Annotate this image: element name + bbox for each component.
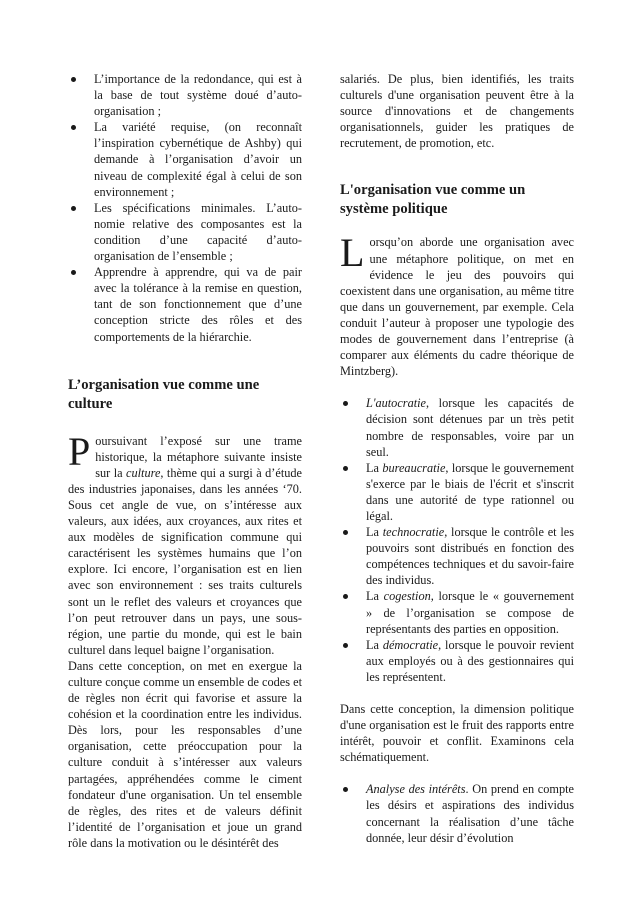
bullet-icon [71, 206, 76, 211]
list-item: La démocratie, lorsque le pouvoir revient aux employés ou à des gestionnaires qui les représentent. [340, 637, 574, 685]
left-column [68, 71, 302, 851]
list-item: Apprendre à apprendre, qui va de pair avec la tolérance à la remise en question, tant de son fonctionnement que d’une conception stricte des rôles et des comportements de la hiérarchie. [68, 264, 302, 344]
list-item: Les spécifications minimales. L’auto-nomie relative des composantes est la condition d’une capacité d’auto-organisation de l’ensemble ; [68, 200, 302, 264]
politics-intro [340, 230, 574, 379]
drop-cap: P [68, 428, 91, 474]
bullet-icon [343, 401, 348, 406]
bullet-icon [343, 787, 348, 792]
culture-paragraph-continued: salariés. De plus, bien identifiés, les traits culturels d'une organisation peuvent être à la source d'innovations et de changements organisationnels, guider les pratiques de recrutement, de promotion, etc. [340, 72, 574, 151]
list-item: La cogestion, lorsque le « gouvernement » de l’organisation se compose de représentants des parties en opposition. [340, 588, 574, 636]
right-column [340, 71, 574, 846]
politics-paragraph-2: Dans cette conception, la dimension politique d'une organisation est le fruit des rapports entre intérêt, pouvoir et conflit. Examinons cela schématiquement. [340, 702, 574, 765]
list-item: Analyse des intérêts. On prend en compte les désirs et aspirations des individus concernant la réalisation d’une tâche donnée, leur désir d’évolution [340, 781, 574, 845]
analysis-list [340, 781, 574, 845]
drop-cap: L [340, 230, 365, 276]
list-item: L'autocratie, lorsque les capacités de décision sont détenues par un très petit nombre de responsables, voire par un seul. [340, 395, 574, 459]
list-item: La technocratie, lorsque le contrôle et les pouvoirs sont distribués en fonction des compétences techniques et du savoir-faire des individus. [340, 524, 574, 588]
list-item: La variété requise, (on reconnaît l’inspiration cybernétique de Ashby) qui demande à l’organisation d’avoir un niveau de complexité égal à celui de son environnement ; [68, 119, 302, 199]
bullet-icon [343, 530, 348, 535]
principles-list [68, 71, 302, 345]
section-title-culture: L’organisation vue comme une culture [68, 376, 260, 412]
list-item: L’importance de la redondance, qui est à la base de tout système doué d’auto-organisation ; [68, 71, 302, 119]
list-item: La bureaucratie, lorsque le gouvernement s'exerce par le biais de l'écrit et s'inscrit dans une autorité de type rationnel ou légal. [340, 460, 574, 524]
bullet-icon [71, 77, 76, 82]
bullet-icon [71, 125, 76, 130]
bullet-icon [343, 594, 348, 599]
politics-paragraph-1: orsqu’on aborde une organisation avec une métaphore politique, on met en évidence le jeu des pouvoirs qui coexistent dans une organisation, au même titre que dans un gouvernement, par exemple. Cela conduit l’auteur à proposer une typologie des modes de gouvernement dans l’entreprise (à comparer aux éléments du cadre théorique de Mintzberg). [340, 235, 574, 379]
bullet-icon [343, 466, 348, 471]
bullet-icon [343, 643, 348, 648]
culture-intro [68, 428, 302, 658]
culture-paragraph-2: Dans cette conception, on met en exergue la culture conçue comme un ensemble de codes et de règles non écrit qui favorise et assure la cohésion et la coordination entre les individus. Dès lors, pour les responsables d’une organisation, cette préoccupation pour la culture conduit à s’intéresser aux valeurs partagées, appréhendées comme le ciment fondateur d'une organisation. Un tel ensemble de règles, des rites et de valeurs définit l’identité de l’organisation et joue un grand rôle dans la motivation ou le désintérêt des [68, 658, 302, 850]
bullet-icon [71, 270, 76, 275]
culture-paragraph-1: oursuivant l’exposé sur une trame historique, la métaphore suivante insiste sur la culture, thème qui a surgi à d’étude des industries japonaises, dans les années ‘70. Sous cet angle de vue, on s’intéresse aux valeurs, aux idées, aux croyances, aux rites et aux modèles de signification commune qui caractérisent les systèmes humains que l’on explore. Ici encore, l’organisation est en lien avec son environnement : ses traits culturels sont un le reflet des valeurs et croyances que l’on peut retrouver dans un pays, une sous-région, une partie du monde, qui est le bain culturel dans lequel baigne l’organisation. [68, 433, 302, 657]
section-title-politics: L'organisation vue comme un système politique [340, 182, 526, 218]
governance-list [340, 395, 574, 685]
